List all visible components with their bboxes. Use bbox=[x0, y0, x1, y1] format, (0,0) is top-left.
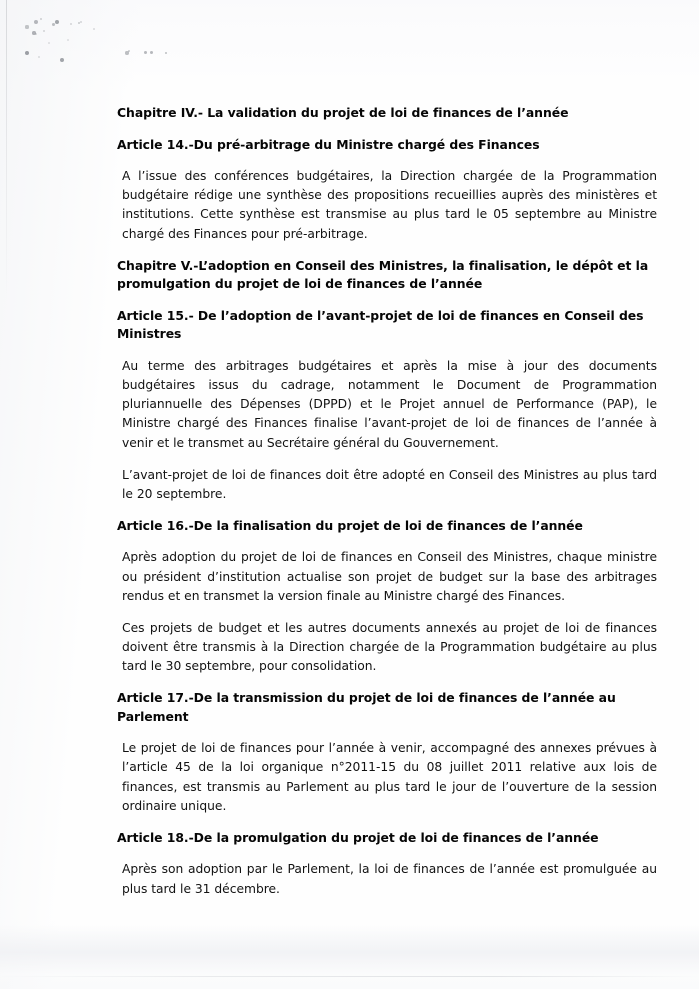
dust-speck bbox=[165, 52, 168, 55]
page-edge-left bbox=[6, 0, 7, 300]
dust-speck bbox=[52, 23, 55, 26]
dust-speck bbox=[67, 39, 69, 41]
article-18-paragraph: Après son adoption par le Parlement, la loi de finances de l’année est promulguée au plus tard le 31 décembre. bbox=[122, 862, 657, 896]
article-15-paragraph-2: L’avant-projet de loi de finances doit être adopté en Conseil des Ministres au plus tard le 20 septembre. bbox=[122, 467, 657, 501]
article-17-paragraph: Le projet de loi de finances pour l’année à venir, accompagné des annexes prévues à l’article 45 de la loi organique n°2011-15 du 08 juillet 2011 relative aux lois de finances, est transmis au Parlement au plus tard le jour de l’ouverture de la session ordinaire unique. bbox=[122, 741, 657, 813]
dust-speck bbox=[43, 30, 45, 32]
article-heading-15: Article 15.- De l’adoption de l’avant-projet de loi de finances en Conseil des Ministres bbox=[117, 307, 644, 342]
dust-speck bbox=[80, 21, 82, 23]
dust-speck bbox=[128, 50, 130, 52]
dust-speck bbox=[48, 42, 50, 44]
dust-speck bbox=[34, 20, 38, 24]
article-14-paragraph: A l’issue des conférences budgétaires, la Direction chargée de la Programmation budgétaire rédige une synthèse des propositions recueillies auprès des ministères et institutions. Cette synthèse est transmise au plus tard le 05 septembre au Ministre chargé des Finances pour pré-arbitrage. bbox=[122, 169, 657, 241]
document-body bbox=[117, 104, 657, 899]
dust-speck bbox=[40, 18, 43, 21]
chapter-heading-v: Chapitre V.-L’adoption en Conseil des Ministres, la finalisation, le dépôt et la promulgation du projet de loi de finances de l’année bbox=[117, 257, 649, 292]
dust-speck bbox=[78, 22, 81, 25]
article-15-paragraph-1: Au terme des arbitrages budgétaires et après la mise à jour des documents budgétaires issus du cadrage, notamment le Document de Programmation pluriannuelle des Dépenses (DPPD) et le Projet annuel de Performance (PAP), le Ministre chargé des Finances finalise l’avant-projet de loi de finances de l’année à venir et le transmet au Secrétaire général du Gouvernement. bbox=[122, 359, 657, 450]
dust-speck bbox=[60, 58, 64, 62]
dust-speck bbox=[38, 56, 40, 58]
dust-speck bbox=[144, 51, 147, 54]
dust-speck bbox=[35, 33, 37, 35]
dust-speck bbox=[55, 20, 59, 24]
dust-speck bbox=[70, 23, 72, 25]
article-heading-14: Article 14.-Du pré-arbitrage du Ministre chargé des Finances bbox=[117, 136, 540, 152]
page-edge-bottom bbox=[0, 976, 699, 977]
scan-smudge bbox=[0, 925, 699, 975]
article-heading-18: Article 18.-De la promulgation du projet de loi de finances de l’année bbox=[117, 829, 599, 845]
article-16-paragraph-1: Après adoption du projet de loi de finances en Conseil des Ministres, chaque ministre ou président d’institution actualise son projet de budget sur la base des arbitrages rendus et en transmet la version finale au Ministre chargé des Finances. bbox=[122, 550, 657, 603]
dust-speck bbox=[25, 25, 28, 28]
scanner-dust-speckles bbox=[0, 0, 220, 110]
dust-speck bbox=[32, 31, 36, 35]
chapter-heading-iv: Chapitre IV.- La validation du projet de loi de finances de l’année bbox=[117, 105, 569, 120]
article-heading-16: Article 16.-De la finalisation du projet de loi de finances de l’année bbox=[117, 517, 583, 533]
dust-speck bbox=[125, 51, 128, 54]
article-heading-17: Article 17.-De la transmission du projet de loi de finances de l’année au Parlement bbox=[117, 690, 616, 724]
dust-speck bbox=[25, 51, 29, 55]
dust-speck bbox=[93, 28, 95, 30]
article-16-paragraph-2: Ces projets de budget et les autres documents annexés au projet de loi de finances doivent être transmis à la Direction chargée de la Programmation budgétaire au plus tard le 30 septembre, pour consolidation. bbox=[122, 620, 657, 674]
dust-speck bbox=[150, 51, 153, 54]
